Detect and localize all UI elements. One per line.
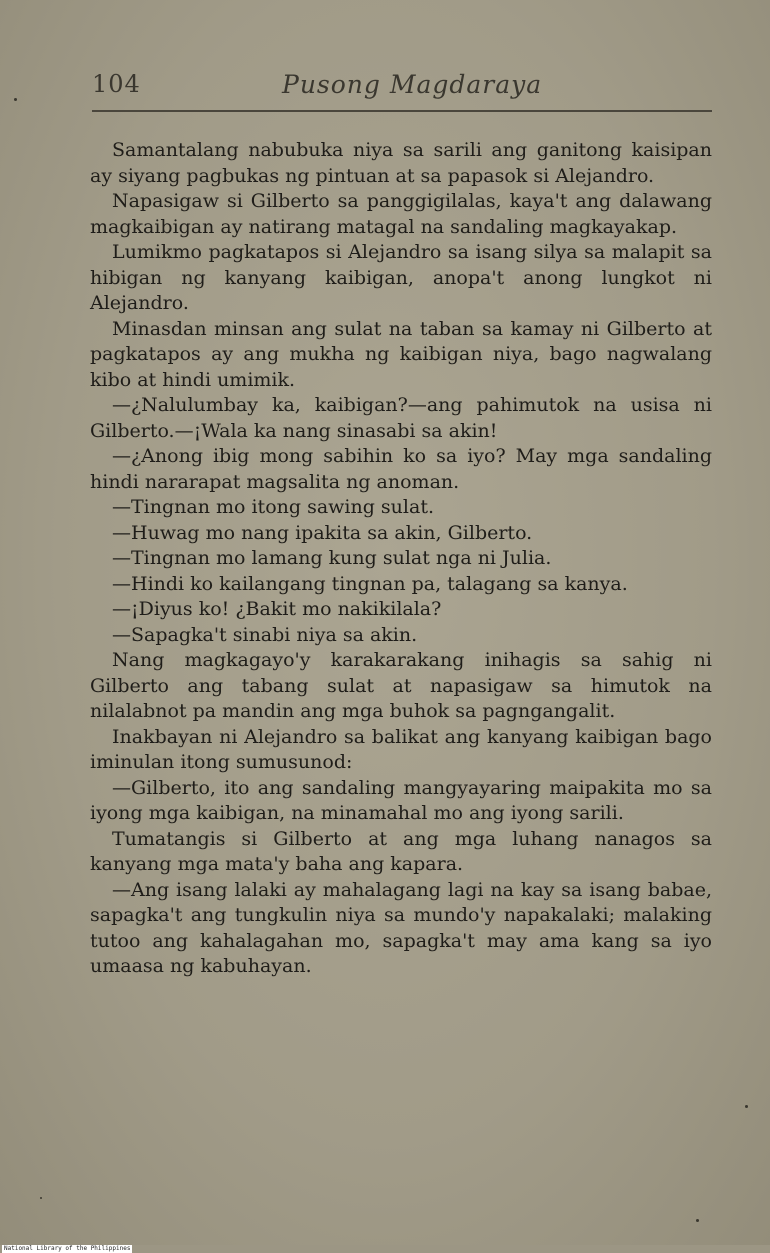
paragraph: Inakbayan ni Alejandro sa balikat ang kanyang kaibigan bago iminulan itong sumusunod:: [90, 725, 712, 773]
paragraph: —Tingnan mo itong sawing sulat.: [112, 496, 434, 518]
paragraph: Samantalang nabubuka niya sa sarili ang ganitong kaisipan ay siyang pagbukas ng pintuan at sa papasok si Alejandro.: [90, 139, 712, 187]
paper-speck: [14, 98, 17, 101]
paragraph: —¿Nalulumbay ka, kaibigan?—ang pahimutok na usisa ni Gilberto.—¡Wala ka nang sinasabi sa akin!: [90, 394, 712, 442]
paper-speck: [745, 1105, 748, 1108]
paragraph: —Gilberto, ito ang sandaling mangyayaring maipakita mo sa iyong mga kaibigan, na minamahal mo ang iyong sarili.: [90, 776, 712, 824]
body-text: [90, 138, 712, 980]
library-credit: National Library of the Philippines: [4, 1245, 131, 1252]
paragraph: Tumatangis si Gilberto at ang mga luhang nanagos sa kanyang mga mata'y baha ang kapara.: [90, 827, 712, 875]
paragraph: —Tingnan mo lamang kung sulat nga ni Julia.: [112, 547, 552, 569]
paper-speck: [40, 1197, 42, 1199]
page-number: 104: [92, 70, 141, 98]
paragraph: Napasigaw si Gilberto sa panggigilalas, kaya't ang dalawang magkaibigan ay natirang matagal na sandaling magkayakap.: [90, 190, 712, 238]
paragraph: Nang magkagayo'y karakarakang inihagis sa sahig ni Gilberto ang tabang sulat at napasigaw sa himutok na nilalabnot pa mandin ang mga buhok sa pagngangalit.: [90, 649, 712, 722]
running-title: Pusong Magdaraya: [282, 70, 543, 99]
paragraph: Minasdan minsan ang sulat na taban sa kamay ni Gilberto at pagkatapos ay ang mukha ng kaibigan niya, bago nagwalang kibo at hindi umimik.: [90, 317, 712, 391]
page-header: [92, 66, 712, 106]
paragraph: Lumikmo pagkatapos si Alejandro sa isang silya sa malapit sa hibigan ng kanyang kaibigan, anopa't anong lungkot ni Alejandro.: [90, 241, 712, 314]
paragraph: —Hindi ko kailangang tingnan pa, talagang sa kanya.: [112, 572, 628, 595]
paragraph: —Huwag mo nang ipakita sa akin, Gilberto.: [112, 521, 533, 544]
paper-speck: [696, 1219, 699, 1222]
paragraph: —¿Anong ibig mong sabihin ko sa iyo? May mga sandaling hindi nararapat magsalita ng anoman.: [90, 445, 712, 493]
paragraph: —Sapagka't sinabi niya sa akin.: [112, 623, 418, 646]
header-rule: [92, 110, 712, 112]
paragraph: —Ang isang lalaki ay mahalagang lagi na kay sa isang babae, sapagka't ang tungkulin niya sa mundo'y napakalaki; malaking tutoo ang kahalagahan mo, sapagka't may ama kang sa iyo umaasa ng kabuhayan.: [90, 878, 712, 977]
paragraph: —¡Diyus ko! ¿Bakit mo nakikilala?: [112, 598, 442, 620]
